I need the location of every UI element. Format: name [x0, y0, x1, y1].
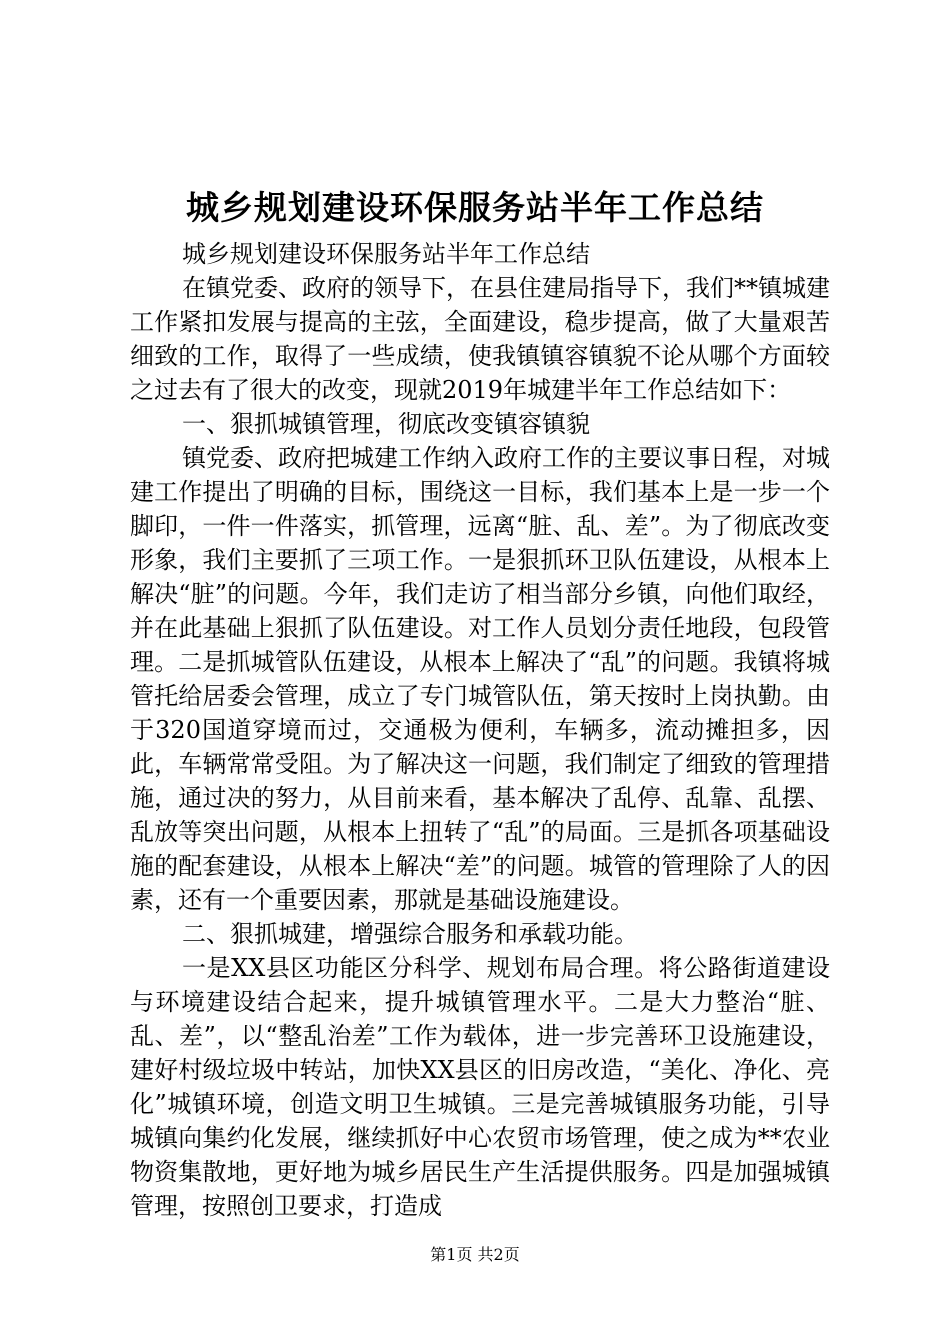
section-heading-2: 二、狠抓城建，增强综合服务和承载功能。 [182, 920, 638, 948]
section-heading-1: 一、狠抓城镇管理，彻底改变镇容镇貌 [182, 410, 590, 438]
intro-paragraph: 在镇党委、政府的领导下，在县住建局指导下，我们**镇城建工作紧扣发展与提高的主弦，全面建设，稳步提高，做了大量艰苦细致的工作，取得了一些成绩，使我镇镇容镇貌不论从哪个方面较之过去有了很大的改变，现就2019年城建半年工作总结如下： [130, 274, 830, 404]
subtitle-paragraph: 城乡规划建设环保服务站半年工作总结 [182, 240, 590, 268]
document-body [130, 237, 830, 1223]
section-2-paragraph: 一是XX县区功能区分科学、规划布局合理。将公路街道建设与环境建设结合起来，提升城镇管理水平。二是大力整治“脏、乱、差”，以“整乱治差”工作为载体，进一步完善环卫设施建设，建好村级垃圾中转站，加快XX县区的旧房改造，“美化、净化、亮化”城镇环境，创造文明卫生城镇。三是完善城镇服务功能，引导城镇向集约化发展，继续抓好中心农贸市场管理，使之成为**农业物资集散地，更好地为城乡居民生产生活提供服务。四是加强城镇管理，按照创卫要求，打造成 [130, 954, 830, 1220]
page-title: 城乡规划建设环保服务站半年工作总结 [186, 188, 764, 227]
page-footer: 第1页 共2页 [430, 1245, 520, 1264]
section-1-paragraph: 镇党委、政府把城建工作纳入政府工作的主要议事日程，对城建工作提出了明确的目标，围绕这一目标，我们基本上是一步一个脚印，一件一件落实，抓管理，远离“脏、乱、差”。为了彻底改变形象，我们主要抓了三项工作。一是狠抓环卫队伍建设，从根本上解决“脏”的问题。今年，我们走访了相当部分乡镇，向他们取经，并在此基础上狠抓了队伍建设。对工作人员划分责任地段，包段管理。二是抓城管队伍建设，从根本上解决了“乱”的问题。我镇将城管托给居委会管理，成立了专门城管队伍，第天按时上岗执勤。由于320国道穿境而过，交通极为便利，车辆多，流动摊担多，因此，车辆常常受阻。为了解决这一问题，我们制定了细致的管理措施，通过决的努力，从目前来看，基本解决了乱停、乱靠、乱摆、乱放等突出问题，从根本上扭转了“乱”的局面。三是抓各项基础设施的配套建设，从根本上解决“差”的问题。城管的管理除了人的因素，还有一个重要因素，那就是基础设施建设。 [130, 444, 830, 914]
